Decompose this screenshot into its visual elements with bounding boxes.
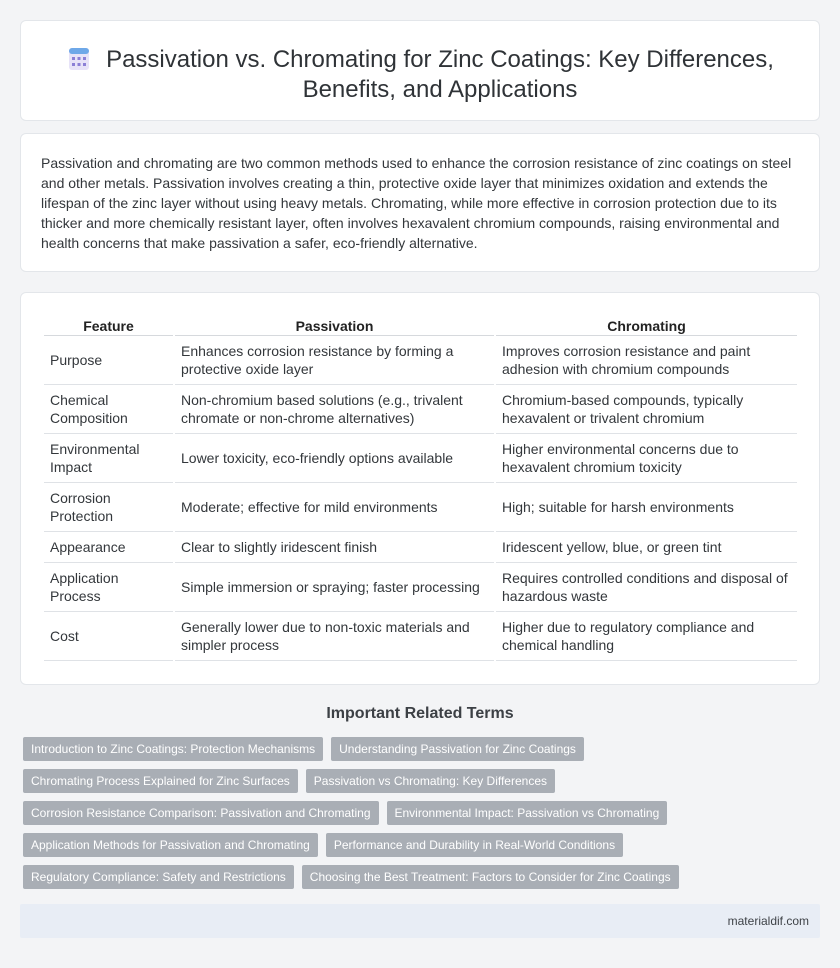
table-cell-passivation: Generally lower due to non-toxic materials and simpler process <box>175 612 494 661</box>
related-terms-heading: Important Related Terms <box>326 705 514 722</box>
table-cell-feature: Appearance <box>44 532 173 563</box>
related-term-link[interactable]: Regulatory Compliance: Safety and Restrictions <box>23 865 294 889</box>
column-header-feature: Feature <box>44 314 173 336</box>
table-cell-feature: Application Process <box>44 563 173 612</box>
column-header-chromating: Chromating <box>496 314 797 336</box>
related-terms-row <box>23 801 667 825</box>
related-term-link[interactable]: Application Methods for Passivation and Chromating <box>23 833 318 857</box>
related-terms-row <box>23 865 679 889</box>
table-cell-feature: Chemical Composition <box>44 385 173 434</box>
table-cell-passivation: Moderate; effective for mild environments <box>175 483 494 532</box>
table-header-row <box>44 314 797 336</box>
table-row <box>44 532 797 563</box>
related-term-link[interactable]: Introduction to Zinc Coatings: Protection Mechanisms <box>23 737 323 761</box>
comparison-table <box>42 314 799 661</box>
table-cell-chromating: High; suitable for harsh environments <box>496 483 797 532</box>
table-cell-feature: Environmental Impact <box>44 434 173 483</box>
related-term-link[interactable]: Corrosion Resistance Comparison: Passivation and Chromating <box>23 801 379 825</box>
related-term-link[interactable]: Performance and Durability in Real-World Conditions <box>326 833 623 857</box>
related-terms-row <box>23 769 555 793</box>
related-term-link[interactable]: Environmental Impact: Passivation vs Chromating <box>387 801 668 825</box>
table-cell-feature: Corrosion Protection <box>44 483 173 532</box>
table-cell-passivation: Non-chromium based solutions (e.g., trivalent chromate or non-chrome alternatives) <box>175 385 494 434</box>
related-term-link[interactable]: Chromating Process Explained for Zinc Surfaces <box>23 769 298 793</box>
table-cell-chromating: Requires controlled conditions and disposal of hazardous waste <box>496 563 797 612</box>
table-cell-chromating: Iridescent yellow, blue, or green tint <box>496 532 797 563</box>
table-row <box>44 483 797 532</box>
related-term-link[interactable]: Passivation vs Chromating: Key Differences <box>306 769 555 793</box>
table-cell-passivation: Lower toxicity, eco-friendly options available <box>175 434 494 483</box>
table-cell-passivation: Enhances corrosion resistance by forming a protective oxide layer <box>175 336 494 385</box>
related-terms-row <box>23 833 623 857</box>
table-cell-passivation: Clear to slightly iridescent finish <box>175 532 494 563</box>
footer <box>20 904 820 938</box>
table-cell-feature: Purpose <box>44 336 173 385</box>
table-row <box>44 563 797 612</box>
table-cell-chromating: Higher environmental concerns due to hexavalent chromium toxicity <box>496 434 797 483</box>
intro-card <box>20 133 820 272</box>
table-cell-chromating: Higher due to regulatory compliance and chemical handling <box>496 612 797 661</box>
table-row <box>44 385 797 434</box>
page-title: Passivation vs. Chromating for Zinc Coatings: Key Differences, Benefits, and Applications <box>106 46 774 103</box>
comparison-table-card <box>20 292 820 685</box>
table-cell-chromating: Improves corrosion resistance and paint adhesion with chromium compounds <box>496 336 797 385</box>
column-header-passivation: Passivation <box>175 314 494 336</box>
header-card <box>20 20 820 121</box>
table-cell-feature: Cost <box>44 612 173 661</box>
table-cell-chromating: Chromium-based compounds, typically hexavalent or trivalent chromium <box>496 385 797 434</box>
table-row <box>44 336 797 385</box>
related-terms-row <box>23 737 584 761</box>
related-term-link[interactable]: Choosing the Best Treatment: Factors to Consider for Zinc Coatings <box>302 865 679 889</box>
table-row <box>44 434 797 483</box>
footer-site-link[interactable]: materialdif.com <box>727 914 809 928</box>
table-cell-passivation: Simple immersion or spraying; faster processing <box>175 563 494 612</box>
intro-paragraph: Passivation and chromating are two common methods used to enhance the corrosion resistance of zinc coatings on steel and other metals. Passivation involves creating a thin, protective oxide layer that minimizes oxidation and extends the lifespan of the zinc layer without using heavy metals. Chromating, while more effective in corrosion protection due to its thicker and more chemically resistant layer, often involves hexavalent chromium compounds, raising environmental and health concerns that make passivation a safer, eco-friendly alternative. <box>41 155 792 251</box>
table-row <box>44 612 797 661</box>
related-term-link[interactable]: Understanding Passivation for Zinc Coatings <box>331 737 584 761</box>
